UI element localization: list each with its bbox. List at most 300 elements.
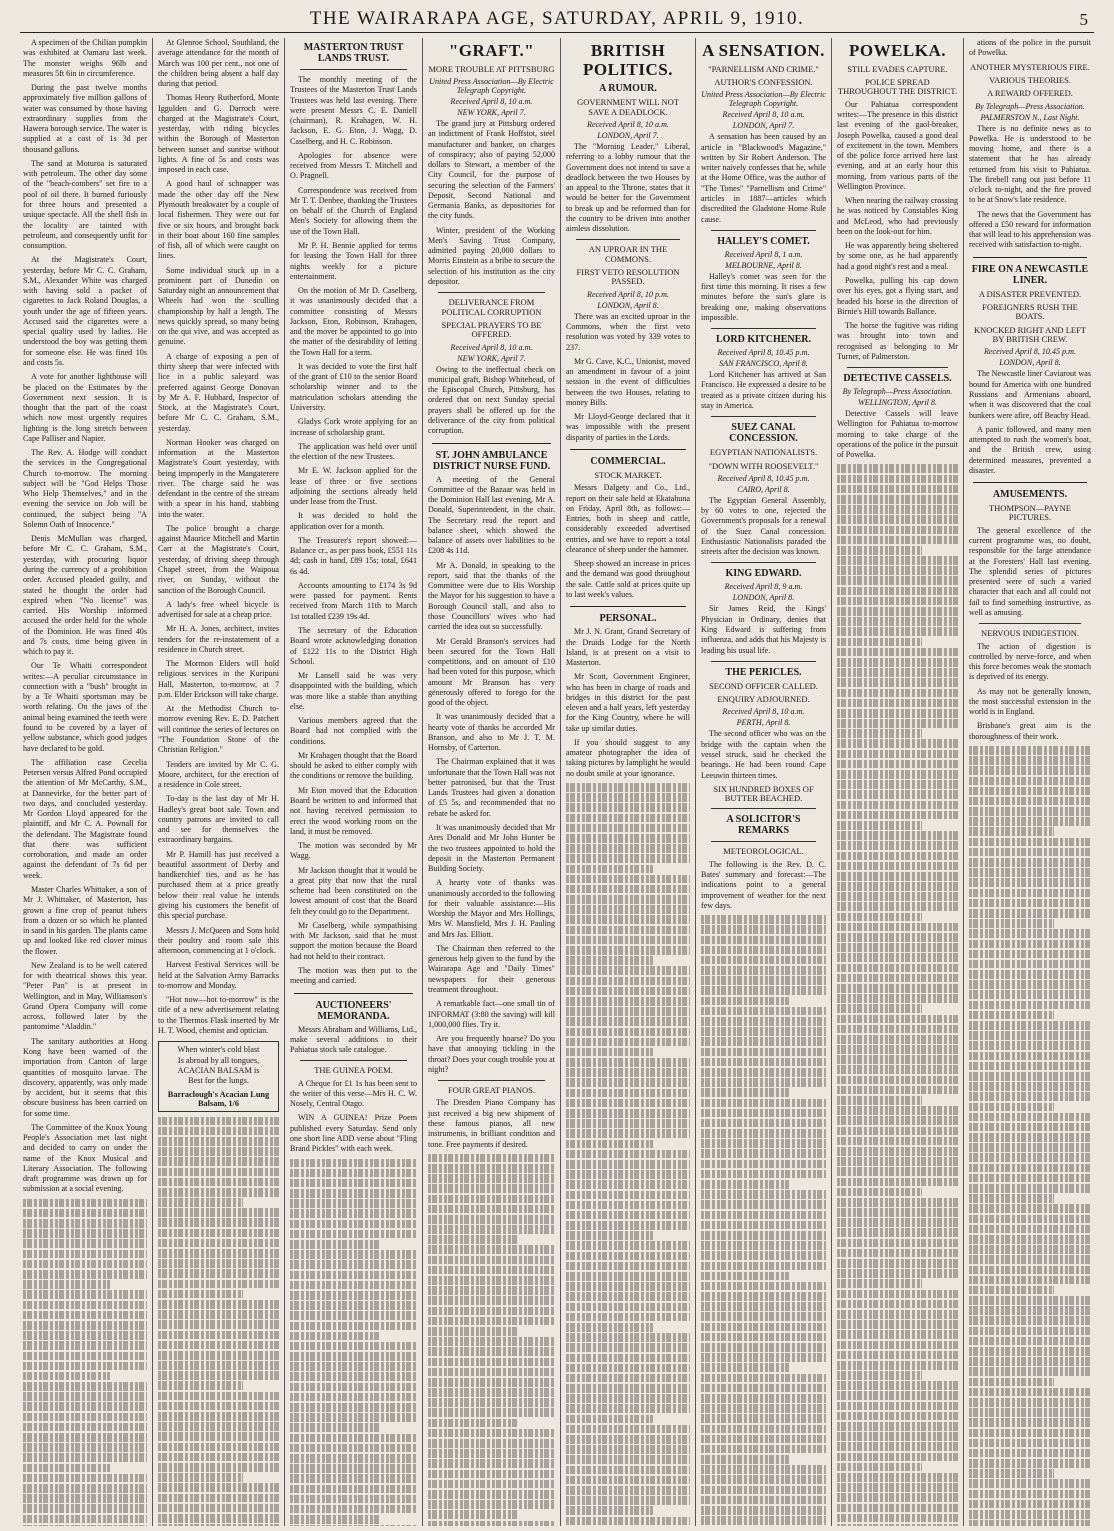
text-texture (837, 536, 958, 545)
news-paragraph: Mr Gerald Branson's services had been secured for the Town Hall competitions, and on amount of £10 had been voted for this purpose, which amount Mr Branson has very generously offered to forego for the good of the object. (428, 636, 555, 708)
text-texture (566, 1455, 690, 1464)
text-texture (701, 915, 826, 924)
news-paragraph: A specimen of the Chilian pumpkin was exhibited at Oamaru last week. The monster weighs 96lb and measures 5ft 6in in circumference. (23, 38, 147, 78)
news-paragraph: Our Te Whaiti correspondent writes:—A peculiar circumstance in connection with a "bush" brought in by a Te Whaiti sportsman may be worth relating. On the jaws of the animal being examined the teeth were found to be covered by a layer of yellow substance, which good judges have declared to be gold. (23, 661, 147, 753)
text-texture (566, 1058, 690, 1067)
news-paragraph: The sanitary authorities at Hong Kong have been warned of the importation from Canton of large quantities of mosquito larvae. The discovery, apparently, was only made by accident, but it seems that this obscure business has been carried on for some time. (23, 1036, 147, 1118)
advert-line: Best for the lungs. (188, 1076, 249, 1086)
news-paragraph: A Cheque for £1 1s has been sent to the writer of this verse—Mrs H. C. W. Nosely, Central Otago. (290, 1078, 417, 1109)
text-texture (969, 1041, 1091, 1050)
text-texture (837, 709, 958, 718)
text-texture (566, 1028, 690, 1037)
liner-place: LONDON, April 8. (999, 358, 1061, 368)
news-paragraph: If you should suggest to any amateur photographer the idea of taking pictures by lamplight he would no doubt smile at your ignorance. (566, 737, 690, 778)
text-texture (428, 1195, 555, 1204)
news-paragraph: Are you frequently hoarse? Do you have that annoying tickling in the throat? Does your cough trouble you at night? (428, 1034, 555, 1074)
text-texture (701, 1384, 826, 1393)
text-texture (837, 1249, 958, 1258)
text-texture (969, 1337, 1091, 1346)
text-texture (969, 1429, 1091, 1438)
news-paragraph: Lord Kitchener has arrived at San Francisco. He expressed a desire to be treated as a private citizen during his stay in America. (701, 370, 826, 410)
suez-received: Received April 8, 10.45 p.m. (717, 473, 810, 483)
text-texture (837, 1351, 958, 1360)
text-texture (701, 1374, 826, 1383)
knocked-subhead: KNOCKED RIGHT AND LEFT BY BRITISH CREW. (974, 324, 1086, 345)
text-texture (566, 977, 690, 986)
text-texture (428, 1337, 555, 1346)
text-texture (969, 1204, 1091, 1213)
liner-fire-headline: FIRE ON A NEWCASTLE LINER. (971, 263, 1089, 286)
text-texture (701, 1160, 826, 1169)
text-texture (23, 1229, 147, 1238)
news-paragraph: Winter, president of the Working Men's Saving Trust Company, admitted paying 20,000 dollars to Morris Einstein as a bribe to secure the selection of his institution as the city depositor. (428, 225, 555, 287)
text-texture (701, 1170, 826, 1179)
butter-headline: SIX HUNDRED BOXES OF BUTTER BEACHED. (713, 783, 814, 804)
text-texture (566, 1333, 690, 1342)
news-paragraph: A lady's free wheel bicycle is advertised for sale at a cheap price. (158, 599, 279, 620)
news-paragraph: Mr E. W. Jackson applied for the lease of three or five sections adjoining the sections already held under lease from the Trust. (290, 466, 417, 507)
text-texture (23, 1372, 110, 1381)
text-texture (158, 1473, 243, 1482)
news-paragraph: The grand jury at Pittsburg ordered an indictment of Frank Hoffstot, steel manufacturer and banker, on charges of conspiracy; also of paying 52,000 dollars to Stewart, a member of the City Council, for the purpose of securing the selection of the Farmers' Deposit, Second National and Germania Banks, as depositories for the city funds. (428, 119, 555, 221)
text-texture (837, 943, 958, 952)
news-paragraph: The Dresden Piano Company has just received a big new shipment of these famous pianos, all new instruments, in brilliant condition and tone. Free payments if desired. (428, 1098, 555, 1149)
text-texture (969, 1103, 1054, 1112)
text-texture (837, 892, 958, 901)
text-texture (290, 1505, 417, 1514)
trust-lands-headline: MASTERTON TRUST LANDS TRUST. (303, 42, 404, 64)
news-paragraph: The Chairman explained that it was unfortunate that the Town Hall was not better patronised, but that the Trust Lands Trustees had given a donation of £5 5s, and recommended that no rebate be asked for. (428, 757, 555, 818)
text-texture (969, 1469, 1054, 1478)
text-texture (701, 1211, 826, 1220)
text-texture (701, 1302, 826, 1311)
text-texture (23, 1392, 147, 1401)
text-texture (428, 1521, 555, 1526)
text-texture (23, 1494, 147, 1503)
news-paragraph: WIN A GUINEA! Prize Poem published every Saturday. Send only one short line ADD verse about "Fling Brand Pickles" with each week. (290, 1113, 417, 1154)
news-paragraph: When nearing the railway crossing he was noticed by Constables King and McLeod, who had previously been on the look-out for him. (837, 196, 958, 236)
text-texture (158, 1157, 279, 1166)
text-texture (158, 1269, 279, 1278)
text-texture (428, 1378, 555, 1387)
text-texture (701, 1231, 826, 1240)
text-texture (837, 1361, 958, 1370)
text-texture (701, 1027, 826, 1036)
news-paragraph: Detective Cassels will leave Wellington for Pahiatua to-morrow morning to take charge of the operations of the police in the pursuit of Powelka. (837, 409, 958, 460)
text-texture (290, 1291, 417, 1300)
text-texture (428, 1266, 555, 1275)
text-texture (290, 1372, 417, 1381)
politics-place: LONDON, April 7. (597, 131, 659, 141)
indigestion-headline: NERVOUS INDIGESTION. (980, 628, 1079, 639)
text-texture (566, 1303, 690, 1312)
text-texture (837, 964, 958, 973)
text-texture (566, 854, 690, 863)
text-texture (566, 1404, 690, 1413)
news-paragraph: The sand at Moturoa is saturated with petroleum. The other day some of the "beach-combers" set fire to a pool of oil there. It burned furiously for three hours and presented a unique spectacle. All the shell fish in the locality are tainted with petroleum, and consequently unfit for consumption. (23, 158, 147, 251)
sensation-place: LONDON, April 7. (732, 121, 795, 131)
text-texture (969, 777, 1091, 786)
text-texture (566, 1292, 690, 1301)
reward-subhead: A REWARD OFFERED. (987, 88, 1073, 99)
text-texture (837, 1045, 958, 1054)
text-texture (837, 770, 958, 779)
text-texture (566, 1119, 690, 1128)
text-texture (837, 923, 958, 932)
sensation-credit: United Press Association—By Electric Telegraph Copyright. (701, 90, 826, 109)
text-texture (290, 1423, 379, 1432)
text-texture (969, 1194, 1054, 1203)
text-texture (837, 464, 958, 473)
text-texture (969, 1520, 1091, 1526)
text-texture (566, 1170, 690, 1179)
text-texture (158, 1127, 279, 1136)
text-texture (837, 1157, 958, 1166)
text-texture (837, 1483, 958, 1492)
text-texture (701, 1190, 826, 1199)
text-texture (837, 658, 958, 667)
text-texture (428, 1388, 555, 1397)
text-texture (701, 956, 826, 965)
text-texture (290, 1393, 417, 1402)
text-texture (158, 1331, 279, 1340)
text-texture (837, 515, 958, 524)
text-texture (290, 1495, 417, 1504)
text-texture (158, 1290, 243, 1299)
text-texture (701, 1282, 826, 1291)
uproar-headline: AN UPROAR IN THE COMMONS. (588, 244, 668, 264)
text-texture (566, 865, 653, 874)
text-texture (290, 1322, 417, 1331)
text-texture (290, 1301, 417, 1310)
news-paragraph: The following is the Rev. D. C. Bates' summary and forecast:—The indications point to a general improvement of weather for the next few days. (701, 859, 826, 910)
powelka-headline: POWELKA. (848, 41, 947, 60)
news-paragraph: The police brought a charge against Maurice Mitchell and Martin Carr at the Magistrate's Court, yesterday, of driving sheep through Chapel street, from the Waipoua river, on Sunday, without the sanction of the Borough Council. (158, 523, 279, 595)
text-texture (969, 807, 1091, 816)
text-texture (969, 1255, 1091, 1264)
text-texture (428, 1256, 555, 1265)
news-paragraph: Mr Scott, Government Engineer, who has been in charge of roads and bridges in this district for the past eleven and a half years, left yesterday for the King Country, where he will take up similar duties. (566, 672, 690, 733)
text-texture (158, 1188, 279, 1197)
theories-subhead: VARIOUS THEORIES. (989, 74, 1071, 85)
text-texture (701, 1241, 826, 1250)
text-texture (566, 1007, 690, 1016)
news-paragraph: Mr P. Hamill has just received a beautiful assortment of Derby and handkerchief ties, and as he has purchased them at a price greatly below their real value he intends giving his customers the benefit of this special purchase. (158, 849, 279, 921)
text-texture (969, 1479, 1091, 1488)
text-texture (428, 1480, 555, 1489)
text-texture (969, 1266, 1091, 1275)
news-paragraph: On the motion of Mr D. Caselberg, it was unanimously decided that a committee consisting of Messrs Jackson, Eton, Robinson, Krahagen, and the mover be appointed to go into the matter of the desirability of letting the Town Hall for a term. (290, 286, 417, 357)
text-texture (969, 797, 1091, 806)
text-texture (969, 1449, 1091, 1458)
text-texture (969, 1327, 1091, 1336)
news-paragraph: A vote for another lighthouse will be placed on the Estimates by the Government next session. It is thought that the part of the coast which now most urgently requires lighting is the long stretch between Cape Palliser and Napier. (23, 372, 147, 443)
text-texture (566, 1038, 690, 1047)
text-texture (969, 970, 1091, 979)
text-texture (290, 1230, 417, 1239)
text-texture (290, 1271, 417, 1280)
news-paragraph: Master Charles Whittaker, a son of Mr J. Whittaker, of Masterton, has grown a fine crop of peanut tubers from a dozen or so which he planted in sand in his garden. The plants came up and looked like red clover minus the flower. (23, 884, 147, 956)
text-texture (837, 1137, 958, 1146)
column-1 (18, 38, 153, 1526)
text-texture (969, 1439, 1091, 1448)
text-texture (290, 1240, 379, 1249)
text-texture (23, 1239, 147, 1248)
text-texture (566, 946, 690, 955)
text-texture (969, 929, 1091, 938)
news-paragraph: The horse the fugitive was riding was brought into town and recognised as belonging to Mr Turner, of Palmerston. (837, 321, 958, 361)
sensation-received: Received April 8, 10 a.m. (722, 110, 805, 120)
text-texture (701, 1139, 826, 1148)
news-paragraph: Sheep showed an increase in prices and the demand was good throughout the sale. Cattle sold at prices quite up to last week's values. (566, 559, 690, 600)
text-texture (969, 787, 1091, 796)
text-texture (969, 1052, 1091, 1061)
text-texture (837, 1412, 958, 1421)
graft-received: Received April 8, 10 a.m. (450, 97, 533, 107)
text-texture (701, 1119, 826, 1128)
prayers-place: NEW YORK, April 7. (457, 353, 526, 363)
text-texture (566, 956, 653, 965)
text-texture (969, 1123, 1091, 1132)
text-texture (701, 1292, 826, 1301)
text-texture (837, 821, 922, 830)
text-texture (701, 1394, 826, 1403)
text-texture (428, 1164, 555, 1173)
news-paragraph: Various members agreed that the Board had not complied with the conditions. (290, 716, 417, 746)
news-paragraph: Mr P. H. Bennie applied for terms for leasing the Town Hall for three nights weekly for a picture entertainment. (290, 240, 417, 281)
text-texture (837, 475, 958, 484)
text-texture (566, 1506, 653, 1515)
nationalists-subhead: EGYPTIAN NATIONALISTS. (709, 447, 818, 458)
veto-subhead: FIRST VETO RESOLUTION PASSED. (576, 267, 680, 287)
text-texture (566, 1017, 690, 1026)
text-texture (566, 1201, 690, 1210)
text-texture (837, 1116, 958, 1125)
pericles-received: Received April 8, 10 a.m. (722, 707, 805, 717)
text-texture (837, 1402, 958, 1411)
news-paragraph: Messrs J. McQueen and Sons hold their poultry and room sale this afternoon, commencing at 1 o'clock. (158, 925, 279, 956)
text-texture (428, 1347, 555, 1356)
text-texture (158, 1463, 279, 1472)
prayers-received: Received April 8, 10 a.m. (450, 342, 533, 352)
text-texture (23, 1270, 147, 1279)
text-texture (566, 1241, 690, 1250)
text-texture (837, 1269, 958, 1278)
rumour-subhead: A RUMOUR. (599, 83, 657, 95)
text-texture (837, 1381, 958, 1390)
text-texture (566, 834, 690, 843)
text-texture (969, 919, 1054, 928)
prayers-subhead: SPECIAL PRAYERS TO BE OFFERED. (441, 319, 542, 340)
text-texture (969, 1347, 1091, 1356)
news-paragraph: Accounts amounting to £174 3s 9d were passed for payment. Rents received from March 11th to March 1st totalled £239 19s 4d. (290, 580, 417, 621)
news-paragraph: The Chairman then referred to the generous help given to the fund by the Wairarapa Age and "Daily Times" newspapers for their generous treatment throughout. (428, 943, 555, 994)
text-texture (837, 485, 958, 494)
text-texture (837, 1259, 958, 1268)
news-paragraph: The Treasurer's report showed:—Balance cr., as per pass book, £551 11s 4d; cash in hand, £89 15s; total, £641 6s 4d. (290, 535, 417, 576)
text-texture (566, 1282, 690, 1291)
text-texture (837, 1127, 958, 1136)
text-texture (837, 1004, 922, 1013)
text-texture (23, 1352, 147, 1361)
text-texture (158, 1524, 279, 1526)
kitchener-place: SAN FRANCISCO, April 8. (719, 359, 808, 369)
text-texture (290, 1159, 417, 1168)
news-paragraph: Gladys Cork wrote applying for an increase of scholarship grant. (290, 417, 417, 437)
text-texture (969, 1276, 1091, 1285)
text-texture (566, 1445, 690, 1454)
text-texture (969, 960, 1091, 969)
text-texture (158, 1300, 279, 1309)
text-texture (701, 1455, 789, 1464)
text-texture (701, 1251, 826, 1260)
text-texture (969, 1031, 1091, 1040)
text-texture (969, 1153, 1091, 1162)
text-texture (701, 1425, 826, 1434)
text-texture (290, 1332, 379, 1341)
news-paragraph: The general excellence of the current programme was, no doubt, responsible for the large attendance at the Foresters' Hall last evening. The splendid series of pictures presented were of such a varied character that each and all could not fail to find something instructive, as well as amusing. (969, 525, 1091, 617)
text-texture (701, 1149, 826, 1158)
text-texture (837, 526, 958, 535)
news-paragraph: Correspondence was received from Mr T. T. Denbee, thanking the Trustees on behalf of the Church of England Men's Society for allowing them the use of the Town Hall. (290, 185, 417, 236)
text-texture (969, 838, 1091, 847)
text-texture (969, 1408, 1091, 1417)
text-texture (290, 1311, 417, 1320)
text-texture (969, 1418, 1091, 1427)
deliverance-headline: DELIVERANCE FROM POLITICAL CORRUPTION (441, 297, 542, 317)
cassels-headline: DETECTIVE CASSELS. (843, 373, 952, 385)
text-texture (23, 1331, 147, 1340)
text-texture (290, 1352, 417, 1361)
text-texture (837, 1300, 958, 1309)
graft-subhead: MORE TROUBLE AT PITTSBURG (428, 63, 555, 74)
text-texture (158, 1432, 279, 1441)
text-texture (701, 1048, 826, 1057)
text-texture (837, 933, 958, 942)
news-paragraph: Mr Eton moved that the Education Board be written to and informed that not having received permission to erect the wood working room on the land, it must be removed. (290, 785, 417, 836)
text-texture (290, 1250, 417, 1259)
news-paragraph: During the past twelve months approximately five million gallons of water was consumed by those having extraordinary supplies from the Hawera borough service. The water is supplied at a cost of 1s 3d per thousand gallons. (23, 83, 147, 154)
text-texture (837, 913, 922, 922)
pianos-headline: FOUR GREAT PIANOS. (448, 1085, 535, 1096)
enquiry-subhead: ENQUIRY ADJOURNED. (717, 694, 810, 705)
text-texture (158, 1198, 243, 1207)
text-texture (158, 1422, 279, 1431)
text-texture (837, 1065, 958, 1074)
personal-headline: PERSONAL. (599, 613, 657, 625)
cassels-place: WELLINGTON, April 8. (858, 398, 937, 408)
text-texture (23, 1515, 147, 1524)
text-texture (158, 1381, 243, 1390)
text-texture (837, 576, 958, 585)
text-texture (566, 1415, 653, 1424)
text-texture (701, 1109, 826, 1118)
text-texture (566, 824, 690, 833)
news-paragraph: The affiliation case Cecelia Petersen versus Alfred Pond occupied the attention of Mr McCarthy, S.M., at Dannevirke, for the better part of two days, and concluded yesterday. Mr Gordon Lloyd appeared for the plaintiff, and Mr C. A. Pownall for the defendant. The Magistrate found that there was sufficient corroboration, and made an order against the defendant of 7s 6d per week. (23, 757, 147, 880)
text-texture (837, 607, 958, 616)
text-texture (969, 746, 1091, 755)
news-paragraph: There is no definite news as to Powelka. He is understood to be moving home, and there is a statement that he has already returned from his visit to Pahiatua. The firebell rang out just before 11 o'clock to-night, and the fire proved to be at Snow's late residence. (969, 123, 1091, 205)
text-texture (969, 1021, 1091, 1030)
news-paragraph: The "Morning Leader," Liberal, referring to a lobby rumour that the Government does not intend to save a deadlock between the two Houses by an appeal to the Throne, states that it would be better for the Government to break up and be reformed than for the country to be driven into another aimless dissolution. (566, 142, 690, 234)
text-texture (566, 1078, 690, 1087)
advert-line: ACACIAN BALSAM is (177, 1065, 260, 1075)
text-texture (566, 1364, 690, 1373)
text-texture (566, 1099, 690, 1108)
news-paragraph: There was an excited uproar in the Commons, when the first veto resolution was voted by 339 votes to 237. (566, 311, 690, 352)
text-texture (566, 1435, 690, 1444)
text-texture (837, 1504, 958, 1513)
news-paragraph: It was unanimously decided that a hearty vote of thanks be accorded Mr Branson, and also to Mr J. T. M. Hornsby, of Carterton. (428, 712, 555, 753)
text-texture (969, 878, 1091, 887)
text-texture (837, 1473, 958, 1482)
text-texture (428, 1398, 555, 1407)
text-texture (158, 1117, 279, 1126)
text-texture (837, 1391, 958, 1400)
text-texture (837, 902, 958, 911)
text-texture (969, 1174, 1091, 1183)
text-texture (158, 1351, 279, 1360)
news-paragraph: Halley's comet was seen for the first time this morning. It rises a few minutes before the sun's glare is breaking one, making observations impossible. (701, 271, 826, 322)
text-texture (837, 862, 958, 871)
fire-place: PALMERSTON N., Last Night. (980, 112, 1080, 122)
king-received: Received April 8, 9 a.m. (724, 582, 803, 592)
british-politics-headline: BRITISH POLITICS. (583, 41, 673, 79)
text-texture (290, 1342, 417, 1351)
text-texture (969, 1235, 1091, 1244)
text-texture (969, 1378, 1054, 1387)
text-texture (158, 1392, 279, 1401)
text-texture (837, 1167, 958, 1176)
text-texture (23, 1321, 147, 1330)
text-texture (837, 1524, 958, 1526)
text-texture (969, 756, 1091, 765)
text-texture (837, 495, 958, 504)
text-texture (969, 899, 1091, 908)
text-texture (290, 1464, 417, 1473)
text-texture (837, 1320, 958, 1329)
pictures-subhead: THOMPSON—PAYNE PICTURES. (988, 503, 1072, 523)
text-texture (969, 1225, 1091, 1234)
news-paragraph: Harvest Festival Services will be held at the Salvation Army Barracks to-morrow and Monday. (158, 960, 279, 990)
text-texture (837, 790, 958, 799)
news-paragraph: The Newcastle liner Caviarout was bound for America with one hundred Russians and Armenians aboard, when it was discovered that the coal bunkers were afire, off Beachy Head. (969, 369, 1091, 420)
text-texture (837, 1086, 958, 1095)
text-texture (566, 1221, 690, 1230)
cassels-credit: By Telegraph—Press Association. (842, 387, 953, 397)
fire-credit: By Telegraph—Press Association. (975, 101, 1085, 111)
text-texture (969, 1286, 1054, 1295)
text-texture (837, 1198, 958, 1207)
news-paragraph: At the Methodist Church to-morrow evening Rev. E. D. Patchett will continue the series of lectures on "The Foundation Stone of the Christian Religion." (158, 704, 279, 755)
news-paragraph: Thomas Henry Rutherford, Monte Iggulden and G. Darroch were charged at the Magistrate's Court, yesterday, with riding bicycles within the Borough of Masterton between sunset and sunrise without lights. A fine of 5s and costs was imposed in each case. (158, 93, 279, 175)
text-texture (701, 1068, 826, 1077)
text-texture (837, 1310, 958, 1319)
text-texture (701, 1180, 789, 1189)
text-texture (837, 841, 958, 850)
text-texture (701, 966, 826, 975)
text-texture (566, 1252, 690, 1261)
news-paragraph: The action of digestion is controlled by nerve-force, and when this force becomes weak the stomach is deprived of its energy. (969, 641, 1091, 682)
text-texture (701, 1221, 826, 1230)
text-texture (23, 1209, 147, 1218)
text-texture (701, 997, 789, 1006)
halley-received: Received April 8, 1 a.m. (724, 249, 803, 259)
commercial-headline: COMMERCIAL. (590, 456, 666, 468)
news-paragraph: Mr A. Donald, in speaking to the report, said that the thanks of the Committee were due to His Worship the Mayor for his suggestion to have a Borough Council stall, and also to those Councillors' wives who had carried the idea out so successfully. (428, 560, 555, 632)
text-texture (158, 1443, 279, 1452)
text-texture (969, 1215, 1091, 1224)
